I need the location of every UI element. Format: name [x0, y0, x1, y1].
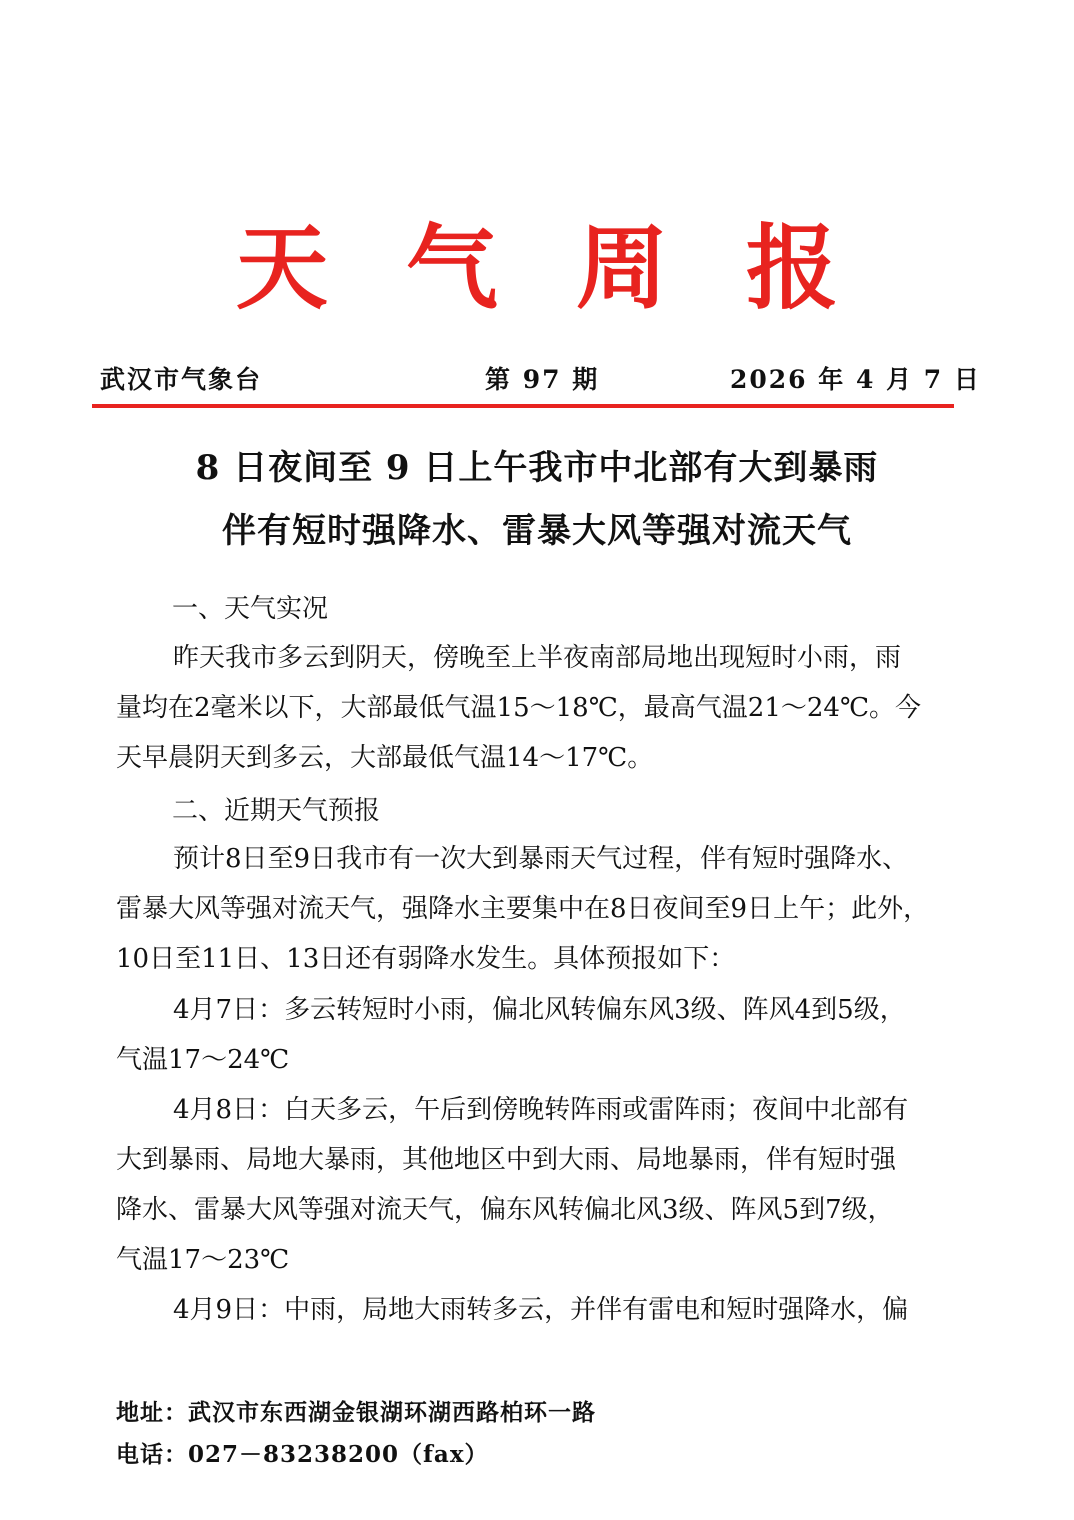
paragraph-line: 4月7日：多云转短时小雨，偏北风转偏东风3级、阵风4到5级， [173, 995, 906, 1025]
paragraph-line: 气温17～23℃ [116, 1245, 290, 1275]
paragraph-line: 昨天我市多云到阴天，傍晚至上半夜南部局地出现短时小雨，雨 [173, 643, 902, 673]
paragraph-line: 4月8日：白天多云，午后到傍晚转阵雨或雷阵雨；夜间中北部有 [173, 1095, 909, 1125]
forecast-day-apr7 [116, 985, 978, 1085]
paragraph-line: 天早晨阴天到多云，大部最低气温14～17℃。 [116, 743, 654, 773]
forecast-day-apr8 [116, 1085, 978, 1285]
masthead-title [0, 214, 1074, 322]
masthead-char: 气 [405, 214, 498, 322]
forecast-day-apr9 [116, 1285, 978, 1335]
footer-address: 地址：武汉市东西湖金银湖环湖西路柏环一路 [116, 1399, 596, 1426]
paragraph-line: 预计8日至9日我市有一次大到暴雨天气过程，伴有短时强降水、 [173, 844, 909, 874]
masthead-char: 天 [235, 214, 328, 322]
paragraph-line: 气温17～24℃ [116, 1045, 290, 1075]
paragraph-line: 4月9日：中雨，局地大雨转多云，并伴有雷电和短时强降水，偏 [173, 1295, 909, 1325]
section-title-forecast: 二、近期天气预报 [172, 796, 381, 826]
paragraph-line: 降水、雷暴大风等强对流天气，偏东风转偏北风3级、阵风5到7级， [116, 1195, 894, 1225]
masthead-char: 周 [576, 214, 669, 322]
issue-info-row [100, 360, 981, 394]
forecast-intro-paragraph [116, 834, 978, 984]
issue-number: 第 97 期 [485, 365, 600, 394]
paragraph-line: 10日至11日、13日还有弱降水发生。具体预报如下： [116, 944, 736, 974]
paragraph-line: 量均在2毫米以下，大部最低气温15～18℃，最高气温21～24℃。今 [116, 693, 922, 723]
issue-date: 2026 年 4 月 7 日 [730, 365, 981, 394]
headline-line-2: 伴有短时强降水、雷暴大风等强对流天气 [222, 511, 852, 551]
section-title-observations: 一、天气实况 [172, 594, 329, 624]
observations-paragraph [116, 633, 978, 783]
paragraph-line: 雷暴大风等强对流天气，强降水主要集中在8日夜间至9日上午；此外， [116, 894, 930, 924]
publisher-name: 武汉市气象台 [100, 365, 263, 394]
masthead-char: 报 [746, 214, 839, 322]
headline-line-1: 8 日夜间至 9 日上午我市中北部有大到暴雨 [195, 448, 879, 488]
footer-phone: 电话：027－83238200（fax） [116, 1441, 489, 1468]
paragraph-line: 大到暴雨、局地大暴雨，其他地区中到大雨、局地暴雨，伴有短时强 [116, 1145, 897, 1175]
red-divider [92, 404, 954, 408]
